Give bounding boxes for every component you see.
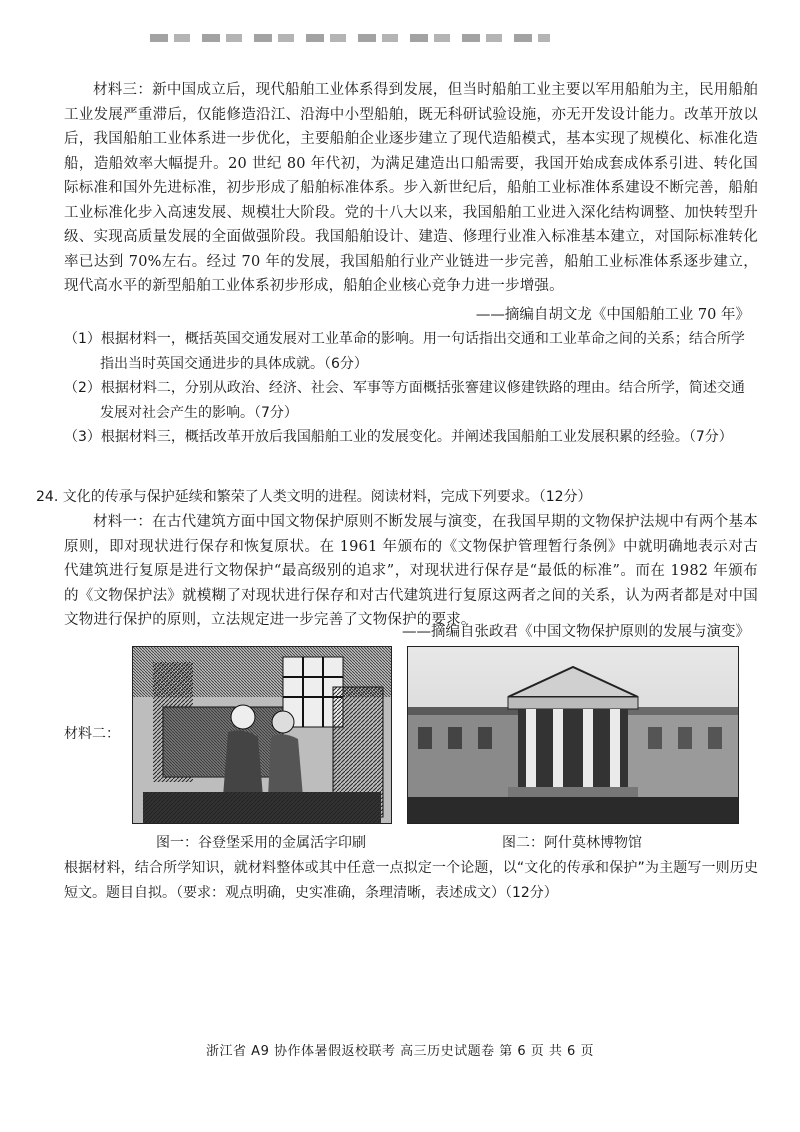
figure-gutenberg-printing xyxy=(132,646,392,824)
material-two-label: 材料二： xyxy=(64,726,120,742)
question-3: （3）根据材料三，概括改革开放后我国船舶工业的发展变化。并阐述我国船舶工业发展积累的经验。（7分） xyxy=(64,429,733,445)
question-1: （1）根据材料一，概括英国交通发展对工业革命的影响。用一句话指出交通和工业革命之间的关系；结合所学指出当时英国交通进步的具体成就。（6分） xyxy=(64,331,745,372)
question-2: （2）根据材料二，分别从政治、经济、社会、军事等方面概括张謇建议修建铁路的理由。结合所学，简述交通发展对社会产生的影响。（7分） xyxy=(64,380,745,421)
essay-task: 根据材料，结合所学知识，就材料整体或其中任意一点拟定一个论题，以“文化的传承和保护”为主题写一则历史短文。题目自拟。（要求：观点明确，史实准确，条理清晰，表述成文）（12分） xyxy=(64,860,758,901)
q24-material-one-text: 材料一：在古代建筑方面中国文物保护原则不断发展与演变，在我国早期的文物保护法规中有两个基本原则，即对现状进行保存和恢复原状。在 1961 年颁布的《文物保护管理暂行条例》中就明确地表示对古代建筑进行复原是进行文物保护“最高级别的追求”，对现状进行保存是“最低的标准”。而在 1982 年颁布的《文物保护法》就模糊了对现状进行保存和对古代建筑进行复原这两者之间的关系，认为两者都是对中国文物进行保护的原则，立法规定进一步完善了文物保护的要求。 xyxy=(64,514,758,628)
material-three-text: 材料三：新中国成立后，现代船舶工业体系得到发展，但当时船舶工业主要以军用船舶为主，民用船舶工业发展严重滞后，仅能修造沿江、沿海中小型船舶，既无科研试验设施，亦无开发设计能力。改革开放以后，我国船舶工业体系进一步优化，主要船舶企业逐步建立了现代造船模式，基本实现了规模化、标准化造船，造船效率大幅提升。20 世纪 80 年代初，为满足建造出口船需要，我国开始成套成体系引进、转化国际标准和国外先进标准，初步形成了船舶标准体系。步入新世纪后，船舶工业标准体系建设不断完善，船舶工业标准化步入高速发展、规模壮大阶段。党的十八大以来，我国船舶工业进入深化结构调整、加快转型升级、实现高质量发展的全面做强阶段。我国船舶设计、建造、修理行业准入标准基本建立，对国际标准转化率已达到 70%左右。经过 70 年的发展，我国船舶行业产业链进一步完善，船舶工业标准体系逐步建立，现代高水平的新型船舶工业体系初步形成，船舶企业核心竞争力进一步增强。 xyxy=(64,82,758,294)
q24-material-one-source: ——摘编自张政君《中国文物保护原则的发展与演变》 xyxy=(402,624,750,640)
figure-two-caption: 图二：阿什莫林博物馆 xyxy=(502,835,642,851)
figure-one-caption: 图一：谷登堡采用的金属活字印刷 xyxy=(156,835,366,851)
figure-ashmolean-museum xyxy=(407,646,739,824)
material-three-source: ——摘编自胡文龙《中国船舶工业 70 年》 xyxy=(475,307,750,323)
question-24-heading: 24. 文化的传承与保护延续和繁荣了人类文明的进程。阅读材料，完成下列要求。（12分） xyxy=(36,489,592,505)
printing-illustration xyxy=(133,647,391,823)
cropped-header-line xyxy=(150,34,550,42)
museum-photo xyxy=(408,647,738,823)
page-footer: 浙江省 A9 协作体暑假返校联考 高三历史试题卷 第 6 页 共 6 页 xyxy=(206,1044,594,1059)
